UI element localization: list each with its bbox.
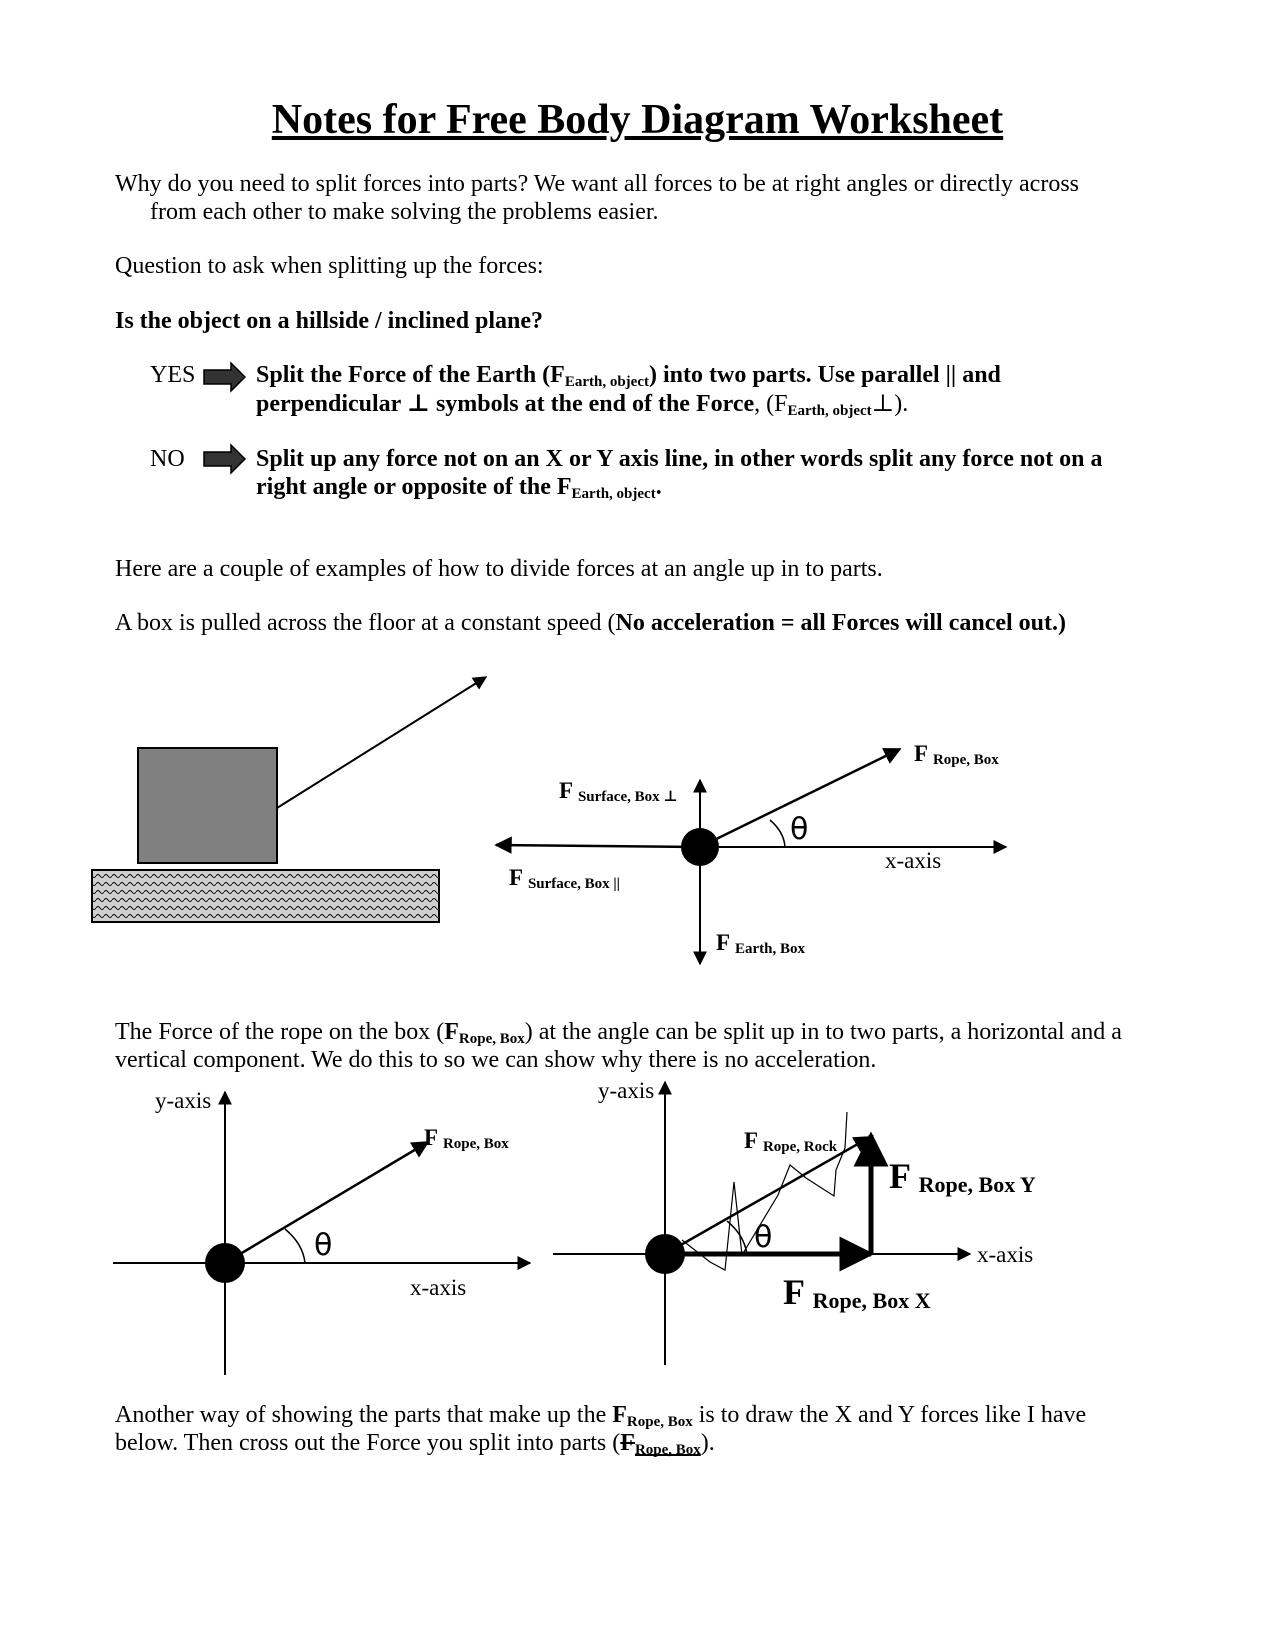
question-text: Question to ask when splitting up the forces: [115,253,544,279]
no-text-line-2: right angle or opposite of the $F_{Earth, object}$. [256,474,662,502]
closing-line-1: Another way of showing the parts that make up the $F_{Rope, Box}$ is to draw the X and Y forces like I have [115,1402,1087,1430]
right-y-axis-label: y-axis [598,1078,655,1103]
page-title: Notes for Free Body Diagram Worksheet [271,97,1004,143]
fbd-x-axis-label: x-axis [885,848,942,873]
yes-text-line-2: perpendicular ⊥ symbols at the end of the Force, $(F_{Earth, object}\perp)$. [256,391,909,419]
fbd-label-rope: F $_{Rope, Box}$ [914,741,999,768]
right-rope-rock-label: F $_{Rope, Rock}$ [744,1128,838,1155]
incline-question: Is the object on a hillside / inclined plane? [115,308,544,334]
examples-intro: Here are a couple of examples of how to divide forces at an angle up in to parts. [115,556,883,582]
fbd-label-surface-perp: F $_{Surface, Box \perp}$ [559,778,678,805]
fbd-label-surface-par: F $_{Surface, Box ||}$ [509,865,620,892]
left-rope-label: F $_{Rope, Box}$ [424,1125,509,1152]
intro-line-1: Why do you need to split forces into parts? We want all forces to be at right angles or directly across [115,171,1080,197]
closing-line-2: below. Then cross out the Force you split into parts $(F_{Rope, Box})$. [115,1430,715,1458]
right-y-component-label: F Rope, Box Y [889,1156,1036,1197]
left-y-axis-label: y-axis [155,1088,212,1113]
right-theta: θ [754,1220,773,1255]
left-theta: θ [314,1228,333,1263]
intro-line-2: from each other to make solving the problems easier. [150,199,659,225]
left-x-axis-label: x-axis [410,1275,467,1300]
fbd-theta: θ [790,812,809,847]
right-x-axis-label: x-axis [977,1242,1034,1267]
yes-label: YES [150,362,196,388]
yes-text-line-1: Split the Force of the Earth $(F_{Earth, object})$ into two parts. Use parallel || and [256,362,1001,390]
box-sentence: A box is pulled across the floor at a constant speed (No acceleration = all Forces will cancel out.) [115,610,1066,636]
components-line-2: vertical component. We do this to so we can show why there is no acceleration. [115,1047,877,1073]
right-x-component-label: F Rope, Box X [783,1272,931,1313]
no-text-line-1: Split up any force not on an X or Y axis line, in other words split any force not on a [256,446,1103,472]
fbd-label-earth: F $_{Earth, Box}$ [716,930,805,957]
struck-force: $F_{Rope, Box}$ [620,1430,701,1458]
object-dot [645,1234,685,1274]
components-line-1: The Force of the rope on the box $(F_{Rope, Box})$ at the angle can be split up in to two parts, a horizontal and a [115,1019,1122,1047]
no-label: NO [150,446,185,472]
